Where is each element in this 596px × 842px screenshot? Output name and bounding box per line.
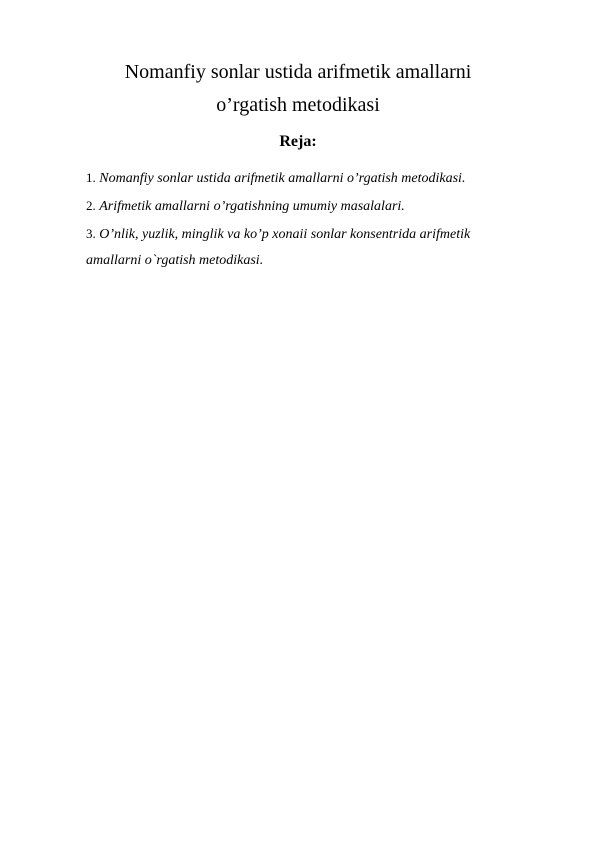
document-title-line-1: Nomanfiy sonlar ustida arifmetik amallarni — [124, 61, 472, 83]
plan-item-1 — [86, 164, 522, 192]
plan-item-number: 1. — [86, 170, 96, 185]
plan-item-text-line-2: amallarni o`rgatish metodikasi. — [86, 253, 264, 268]
document-title-line-2: o’rgatish metodikasi — [216, 94, 380, 116]
plan-item-2 — [86, 192, 522, 220]
plan-item-number: 2. — [86, 198, 96, 213]
plan-item-text-line-1: O’nlik, yuzlik, minglik va ko’p xonaii sonlar konsentrida arifmetik — [99, 227, 471, 242]
plan-item-text: Nomanfiy sonlar ustida arifmetik amallarni o’rgatish metodikasi. — [99, 171, 466, 186]
plan-item-number: 3. — [86, 226, 96, 241]
plan-item-text: Arifmetik amallarni o’rgatishning umumiy masalalari. — [99, 199, 405, 214]
plan-heading: Reja: — [279, 133, 317, 150]
plan-item-3 — [86, 220, 522, 274]
plan-list — [86, 164, 522, 274]
